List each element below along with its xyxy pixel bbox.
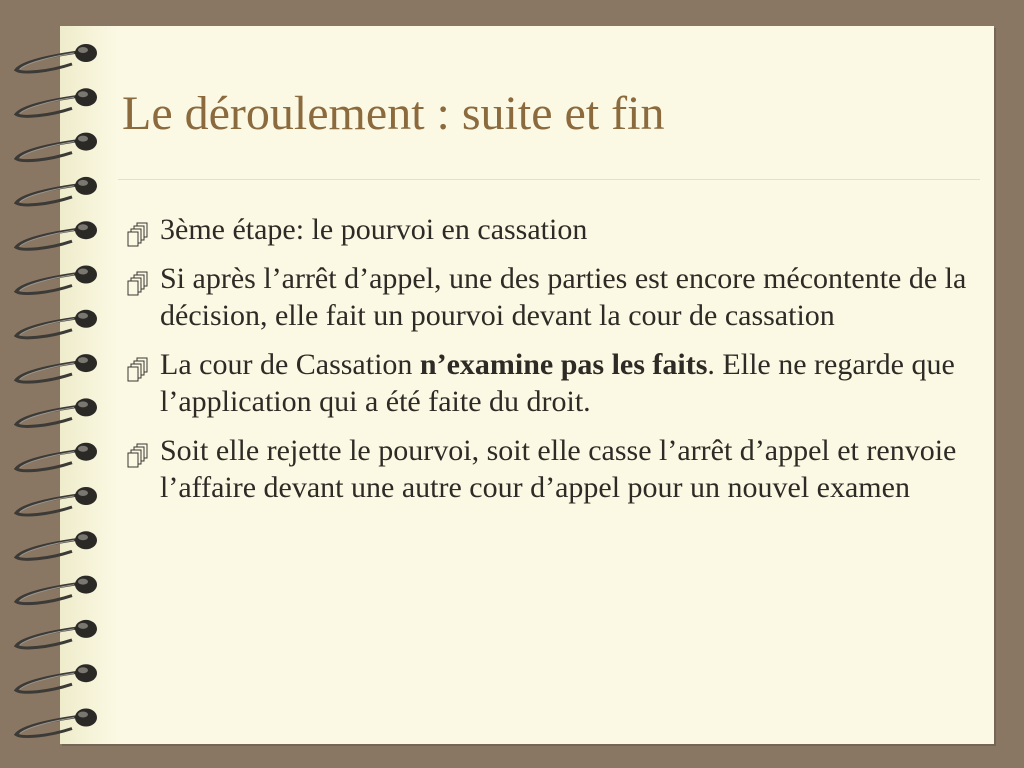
bullet-item bbox=[122, 432, 982, 506]
binding-ring bbox=[16, 133, 97, 161]
binding-ring bbox=[16, 443, 97, 471]
bullet-text: Soit elle rejette le pourvoi, soit elle casse l’arrêt d’appel et renvoie l’affaire devant une autre cour d’appel pour un nouvel examen bbox=[160, 434, 957, 504]
bullet-item bbox=[122, 346, 982, 420]
stacked-pages-icon bbox=[124, 219, 152, 247]
binding-ring bbox=[16, 266, 97, 294]
binding-ring bbox=[16, 354, 97, 382]
binding-ring bbox=[16, 221, 97, 249]
binding-ring bbox=[16, 398, 97, 426]
stacked-pages-icon bbox=[124, 440, 152, 468]
binding-ring bbox=[16, 620, 97, 648]
bullet-item bbox=[122, 211, 982, 248]
binding-ring bbox=[16, 88, 97, 116]
bullet-text-before: La cour de Cassation bbox=[160, 348, 420, 381]
bullet-text: Si après l’arrêt d’appel, une des parties est encore mécontente de la décision, elle fait un pourvoi devant la cour de cassation bbox=[160, 262, 967, 332]
stacked-pages-icon bbox=[124, 268, 152, 296]
slide-title: Le déroulement : suite et fin bbox=[122, 87, 665, 140]
stacked-pages-icon bbox=[124, 354, 152, 382]
binding-ring bbox=[16, 576, 97, 604]
binding-ring bbox=[16, 531, 97, 559]
binding-ring bbox=[16, 44, 97, 72]
binding-ring bbox=[16, 487, 97, 515]
bullet-text-bold: n’examine pas les faits bbox=[419, 348, 708, 381]
binding-ring bbox=[16, 664, 97, 692]
bullet-text-after: . Elle ne regarde que l’application qui a été faite du droit. bbox=[160, 348, 955, 418]
bullet-item bbox=[122, 260, 982, 334]
title-divider bbox=[118, 179, 980, 180]
bullet-text: 3ème étape: le pourvoi en cassation bbox=[160, 213, 588, 246]
binding-ring bbox=[16, 177, 97, 205]
bullet-list bbox=[122, 211, 982, 518]
binding-ring bbox=[16, 310, 97, 338]
spiral-binding-icon bbox=[0, 0, 110, 768]
binding-ring bbox=[16, 709, 97, 737]
